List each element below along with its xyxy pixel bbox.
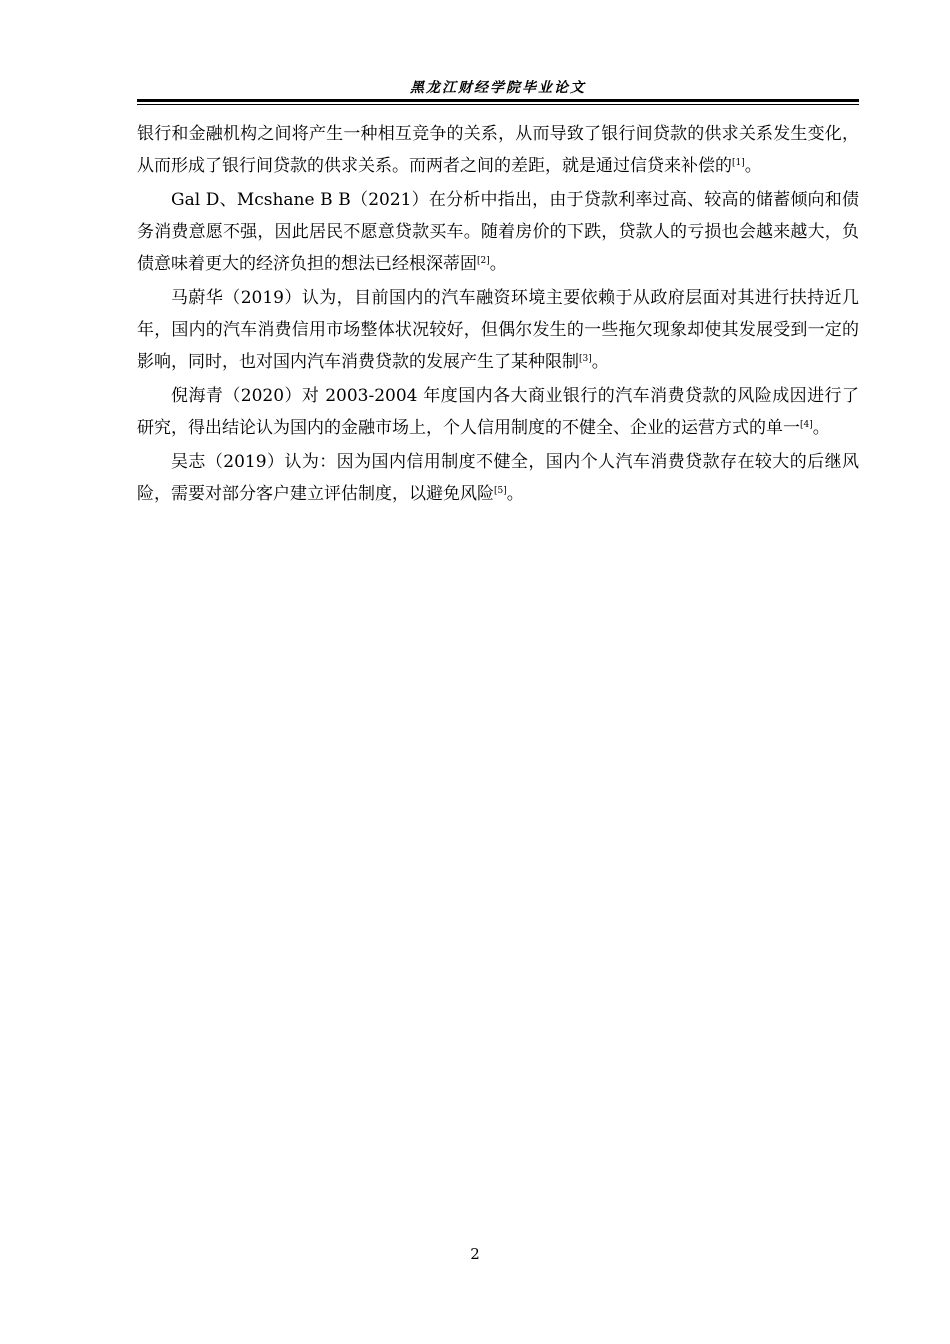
paragraph-4-tail: 。 — [812, 418, 830, 438]
paragraph-3-text: 马蔚华（2019）认为，目前国内的汽车融资环境主要依赖于从政府层面对其进行扶持近几年，国内的汽车消费信用市场整体状况较好，但偶尔发生的一些拖欠现象却使其发展受到一定的影响，同时，也对国内汽车消费贷款的发展产生了某种限制 — [137, 288, 859, 372]
paragraph-5-tail: 。 — [506, 484, 524, 504]
paragraph-5-text: 吴志（2019）认为：因为国内信用制度不健全，国内个人汽车消费贷款存在较大的后继风险，需要对部分客户建立评估制度，以避免风险 — [137, 452, 859, 504]
paragraph-1-tail: 。 — [744, 156, 762, 176]
paragraph-2 — [137, 184, 859, 280]
paragraph-2-text: Gal D、Mcshane B B（2021）在分析中指出，由于贷款利率过高、较高的储蓄倾向和债务消费意愿不强，因此居民不愿意贷款买车。随着房价的下跌，贷款人的亏损也会越来越大，负债意味着更大的经济负担的想法已经根深蒂固 — [137, 190, 859, 274]
paragraph-1 — [137, 118, 859, 182]
citation-5: [5] — [494, 486, 507, 496]
header-rule-thick — [137, 99, 859, 102]
body-text — [137, 118, 859, 510]
paragraph-4 — [137, 380, 859, 444]
paragraph-2-tail: 。 — [489, 254, 507, 274]
paragraph-3 — [137, 282, 859, 378]
citation-3: [3] — [579, 354, 592, 364]
paragraph-4-text: 倪海青（2020）对 2003-2004 年度国内各大商业银行的汽车消费贷款的风险成因进行了研究，得出结论认为国内的金融市场上，个人信用制度的不健全、企业的运营方式的单一 — [137, 386, 859, 438]
paragraph-3-tail: 。 — [591, 352, 609, 372]
paragraph-5 — [137, 446, 859, 510]
header-rule-thin — [137, 104, 859, 105]
citation-2: [2] — [477, 256, 490, 266]
citation-1: [1] — [732, 158, 745, 168]
page-header-title: 黑龙江财经学院毕业论文 — [410, 80, 586, 96]
page-number: 2 — [470, 1245, 480, 1263]
paragraph-1-text: 银行和金融机构之间将产生一种相互竞争的关系，从而导致了银行间贷款的供求关系发生变化，从而形成了银行间贷款的供求关系。而两者之间的差距，就是通过信贷来补偿的 — [137, 124, 859, 176]
citation-4: [4] — [800, 420, 813, 430]
